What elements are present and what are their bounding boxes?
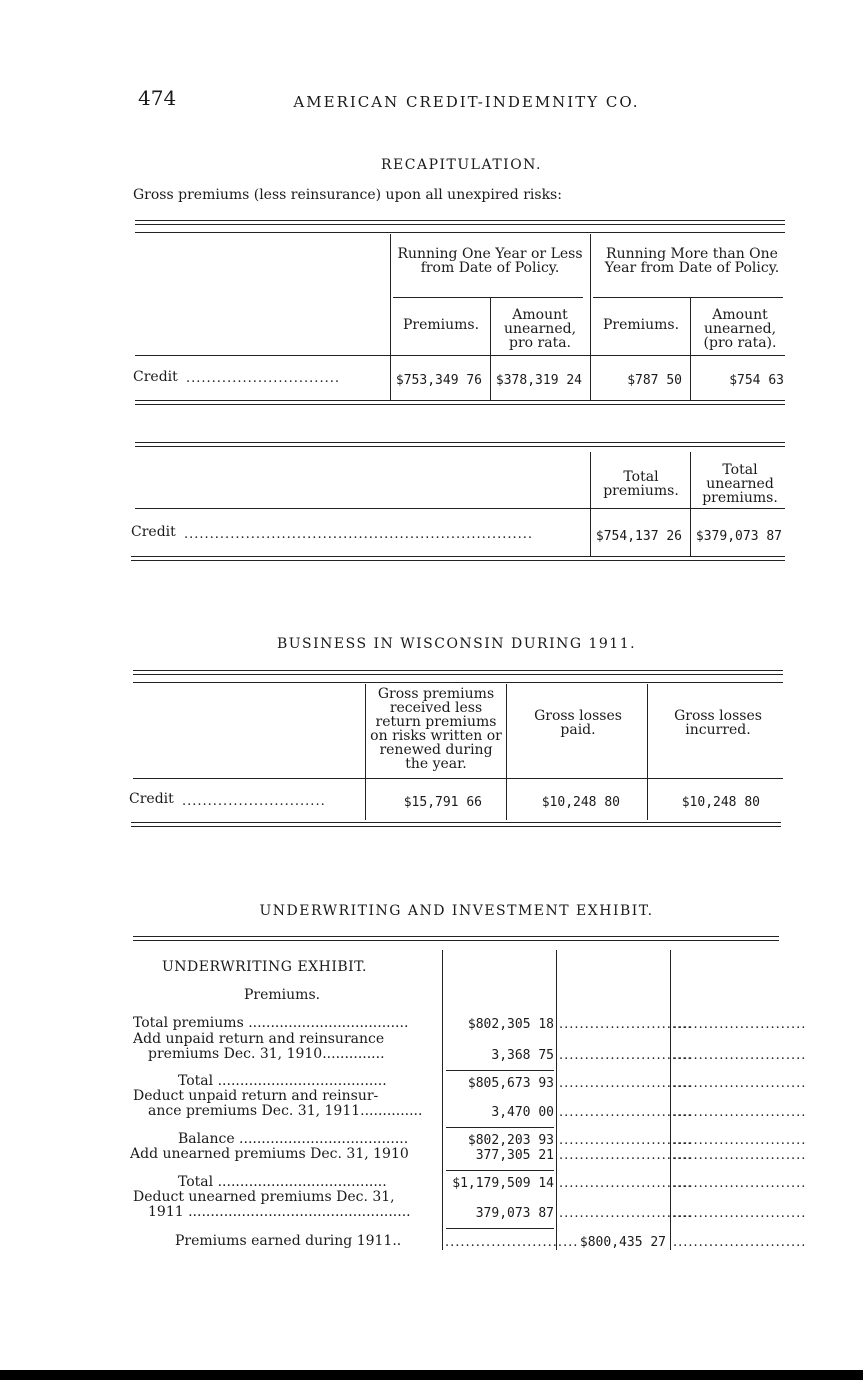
- wisconsin-losses-incurred: $10,248 80: [681, 795, 760, 810]
- leader-dots: ..........................: [673, 1017, 807, 1032]
- recap-col-amount-unearned: Amount unearned, pro rata.: [503, 307, 577, 351]
- wisconsin-losses-paid: $10,248 80: [541, 795, 620, 810]
- recap-value-unearned-1yr: $378,319 24: [495, 373, 582, 388]
- recap-value-premiums-more: $787 50: [627, 373, 682, 388]
- leader-dots: ..........................: [559, 1148, 693, 1163]
- wisconsin-title: BUSINESS IN WISCONSIN DURING 1911.: [276, 636, 637, 652]
- row-label: Deduct unearned premiums Dec. 31,: [133, 1189, 395, 1205]
- leader-dots: ..........................: [673, 1048, 807, 1063]
- leader-dots: ....................................................................: [184, 527, 533, 542]
- wisconsin-col-losses-incurred: Gross losses incurred.: [674, 708, 762, 738]
- leader-dots: ..........................: [559, 1048, 693, 1063]
- row-label: premiums Dec. 31, 1910..............: [148, 1046, 385, 1062]
- row-label: Deduct unpaid return and reinsur-: [133, 1088, 379, 1104]
- recap-group-one-year: Running One Year or Less from Date of Policy.: [397, 246, 583, 276]
- leader-dots: ..........................: [673, 1076, 807, 1091]
- leader-dots: ..........................: [673, 1148, 807, 1163]
- recap-value-premiums-1yr: $753,349 76: [395, 373, 482, 388]
- leader-dots: ..........................: [673, 1206, 807, 1221]
- recap-value-unearned-more: $754 63: [729, 373, 784, 388]
- row-value: $1,179,509 14: [452, 1176, 554, 1191]
- leader-dots: ..........................: [673, 1133, 807, 1148]
- recap-total-unearned-header: Total unearned premiums.: [702, 462, 778, 506]
- leader-dots: ..........................: [673, 1176, 807, 1191]
- recap-col-premiums-2: Premiums.: [602, 317, 680, 333]
- row-label: Total ......................................: [178, 1174, 387, 1190]
- row-label: Add unearned premiums Dec. 31, 1910: [130, 1146, 409, 1162]
- underwriting-subtitle: UNDERWRITING EXHIBIT.: [162, 959, 367, 975]
- leader-dots: ..........................: [559, 1105, 693, 1120]
- row-label: Add unpaid return and reinsurance: [133, 1031, 385, 1047]
- row-label: 1911 ..................................................: [148, 1204, 411, 1220]
- row-value: 379,073 87: [475, 1206, 554, 1221]
- leader-dots: ..........................: [559, 1076, 693, 1091]
- earned-label: Premiums earned during 1911..: [175, 1233, 402, 1249]
- scan-bottom-edge: [0, 1370, 863, 1380]
- wisconsin-col-losses-paid: Gross losses paid.: [534, 708, 622, 738]
- row-value: $805,673 93: [467, 1076, 554, 1091]
- row-value: $802,203 93: [467, 1133, 554, 1148]
- leader-dots: ............................: [182, 794, 326, 809]
- recap-totals-row-label: Credit: [131, 524, 176, 540]
- earned-value: $800,435 27: [579, 1235, 666, 1250]
- running-head: AMERICAN CREDIT-INDEMNITY CO.: [293, 93, 640, 111]
- row-label: ance premiums Dec. 31, 1911..............: [148, 1103, 423, 1119]
- page-number: 474: [138, 86, 177, 110]
- row-value: 3,368 75: [491, 1048, 554, 1063]
- wisconsin-col-gross-premiums: Gross premiums received less return premiums on risks written or renewed during the year.: [370, 686, 502, 772]
- leader-dots: ..........................: [559, 1206, 693, 1221]
- recap-intro: Gross premiums (less reinsurance) upon all unexpired risks:: [133, 187, 562, 203]
- leader-dots: ..........................: [559, 1133, 693, 1148]
- wisconsin-row-label: Credit: [129, 791, 174, 807]
- leader-dots: ..............................: [186, 371, 340, 386]
- wisconsin-gross-premiums: $15,791 66: [403, 795, 482, 810]
- row-value: 3,470 00: [491, 1105, 554, 1120]
- leader-dots: ..........................: [559, 1176, 693, 1191]
- recap-group-more-than-one-year: Running More than One Year from Date of Policy.: [604, 246, 780, 276]
- underwriting-title: UNDERWRITING AND INVESTMENT EXHIBIT.: [259, 903, 654, 919]
- leader-dots: ..........................: [673, 1105, 807, 1120]
- leader-dots: ..........................: [445, 1235, 579, 1250]
- recap-row-label: Credit: [133, 369, 178, 385]
- leader-dots: ..........................: [559, 1017, 693, 1032]
- recap-title: RECAPITULATION.: [381, 157, 542, 173]
- row-value: 377,305 21: [475, 1148, 554, 1163]
- row-value: $802,305 18: [467, 1017, 554, 1032]
- recap-total-premiums: $754,137 26: [595, 529, 682, 544]
- row-label: Total premiums ....................................: [133, 1015, 409, 1031]
- row-label: Total ......................................: [178, 1073, 387, 1089]
- leader-dots: ..........................: [673, 1235, 807, 1250]
- recap-col-premiums: Premiums.: [402, 317, 480, 333]
- recap-total-unearned: $379,073 87: [695, 529, 782, 544]
- row-label: Balance ......................................: [178, 1131, 409, 1147]
- recap-total-premiums-header: Total premiums.: [603, 469, 679, 499]
- recap-col-amount-unearned-2: Amount unearned, (pro rata).: [703, 307, 777, 351]
- underwriting-subheading: Premiums.: [244, 987, 321, 1003]
